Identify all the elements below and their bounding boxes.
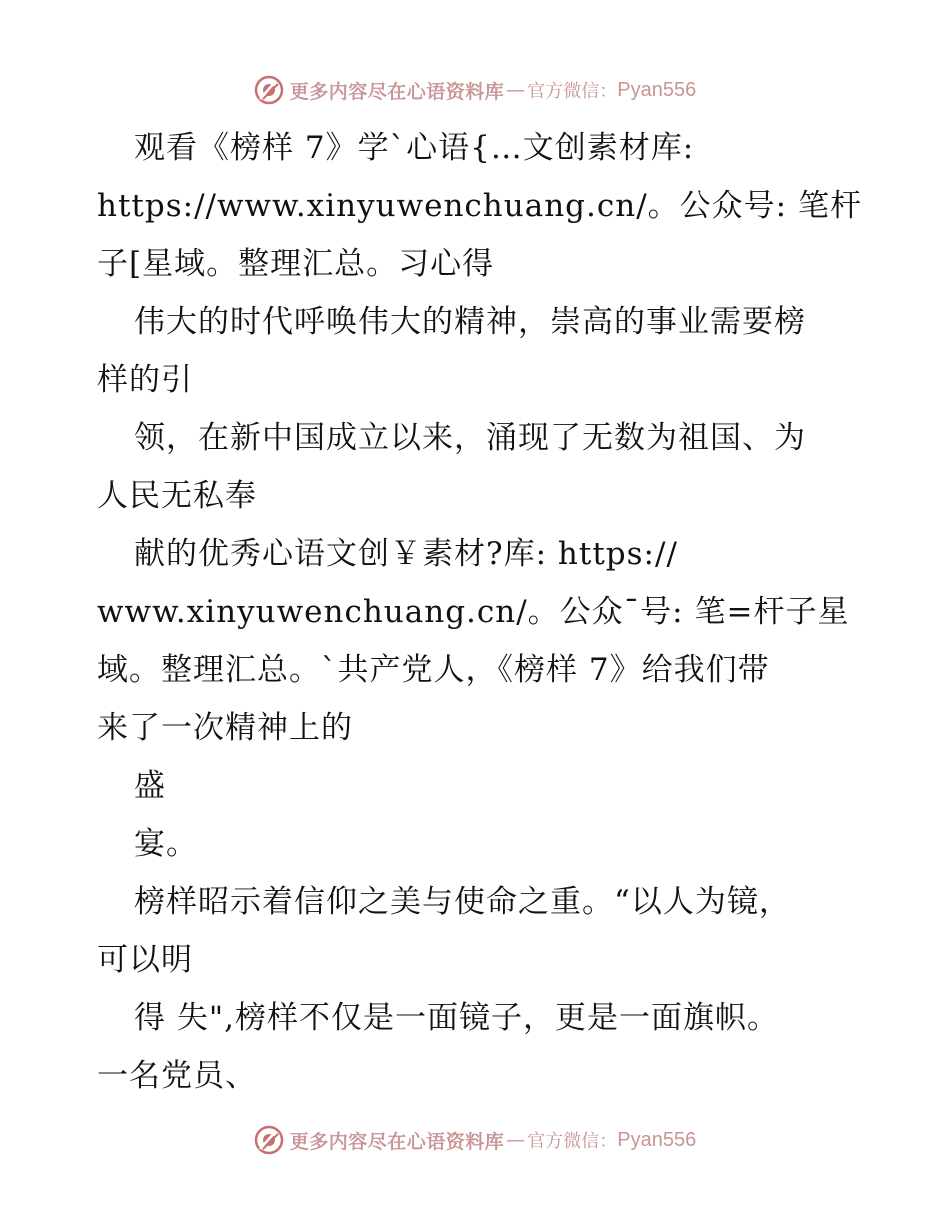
body-line: 领，在新中国成立以来，涌现了无数为祖国、为: [134, 420, 806, 456]
body-line: 伟大的时代呼唤伟大的精神，崇高的事业需要榜: [134, 304, 806, 340]
footer-wechat-id: Pyan556: [617, 1128, 697, 1151]
footer-title: 更多内容尽在心语资料库: [289, 1130, 505, 1153]
footer-dash: —: [506, 1129, 526, 1151]
body-line: https://www.xinyuwenchuang.cn/。公众号: 笔杆: [97, 188, 862, 224]
body-line: 宴。: [134, 826, 198, 862]
body-line: 榜样昭示着信仰之美与使命之重。“以人为镜，: [134, 884, 791, 920]
body-line: 样的引: [97, 362, 193, 398]
body-line: 观看《榜样 7》学`心语{…文创素材库:: [134, 130, 695, 166]
header-wechat-id: Pyan556: [617, 78, 697, 101]
seal-logo-icon: [254, 75, 284, 105]
header-dash: —: [506, 79, 526, 101]
body-line: 一名党员、: [97, 1058, 257, 1094]
body-line: 人民无私奉: [97, 478, 257, 514]
header-wechat-label: 官方微信：: [527, 81, 618, 102]
footer-wechat-label: 官方微信：: [527, 1131, 618, 1152]
body-line: 可以明: [97, 942, 193, 978]
body-line: 盛: [134, 768, 166, 804]
body-line: 得 失",榜样不仅是一面镜子，更是一面旗帜。: [134, 1000, 779, 1036]
body-line: 域。整理汇总。`共产党人，《榜样 7》给我们带: [97, 652, 770, 688]
body-line: 来了一次精神上的: [97, 710, 353, 746]
body-line: 子[星域。整理汇总。习心得: [97, 246, 495, 282]
body-line: 献的优秀心语文创￥素材?库: https://: [134, 536, 678, 572]
header-banner: [0, 70, 950, 110]
footer-banner: [0, 1120, 950, 1160]
body-line: www.xinyuwenchuang.cn/。公众¯号: 笔=杆子星: [97, 594, 850, 630]
seal-logo-icon: [254, 1125, 284, 1155]
header-title: 更多内容尽在心语资料库: [289, 80, 505, 103]
